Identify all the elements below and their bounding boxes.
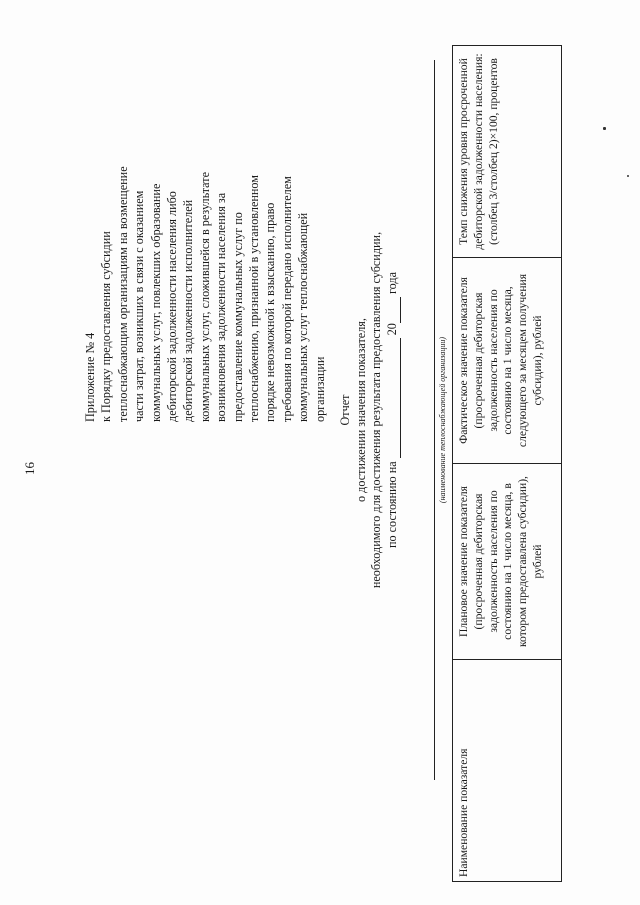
organization-caption: (наименование теплоснабжающей организации)	[438, 336, 447, 504]
indicators-table	[452, 45, 562, 882]
appendix-line: организации	[312, 356, 327, 422]
appendix-line: коммунальных услуг теплоснабжающей	[296, 212, 311, 422]
report-date-line	[385, 90, 402, 730]
appendix-line: порядке невозможной к взысканию, право	[263, 202, 278, 422]
appendix-line: дебиторской задолженности населения либо	[165, 191, 180, 422]
header-actual-value: Фактическое значение показателя (просроченная дебиторская задолженность населения по состоянию на 1 число месяца, следующего за месяцем получения субсидии), рублей	[453, 258, 562, 464]
appendix-line: предоставление коммунальных услуг по	[230, 212, 245, 422]
appendix-line: Приложение № 4	[83, 332, 97, 422]
appendix-line: коммунальных услуг, сложившейся в результате	[197, 171, 212, 422]
appendix-line: коммунальных услуг, повлекших образование	[148, 183, 163, 422]
header-reduction-rate: Темп снижения уровня просроченной дебиторской задолженности населения: (столбец 3/столбец 2)×100, процентов	[453, 46, 562, 258]
report-subtitle-line1: о достижении значения показателя,	[353, 318, 368, 502]
appendix-header	[82, 92, 328, 422]
header-indicator-name: Наименование показателя	[453, 660, 562, 882]
appendix-line: теплоснабжающим организациям на возмещение	[115, 166, 130, 422]
report-subtitle-line2: необходимого для достижения результата предоставления субсидии,	[369, 231, 383, 589]
report-title: Отчет	[338, 394, 352, 426]
header-planned-value: Плановое значение показателя (просроченная дебиторская задолженность населения по состоянию на 1 число месяца, в котором предоставлена субсидии), рублей	[453, 464, 562, 660]
scan-dot	[627, 175, 629, 177]
appendix-line: требования по которой передано исполнителем	[279, 176, 294, 422]
appendix-line: к Порядку предоставления субсидии	[99, 231, 114, 422]
date-suffix: года	[384, 271, 399, 295]
organization-name-line	[434, 60, 435, 780]
date-blank-field	[385, 338, 402, 458]
appendix-line: возникновения задолженности населения за	[214, 192, 229, 422]
scan-dot	[603, 127, 606, 130]
date-century: 20	[384, 323, 399, 336]
appendix-line: части затрат, возникших в связи с оказанием	[132, 190, 147, 422]
appendix-line: дебиторской задолженности исполнителей	[181, 199, 196, 422]
report-heading	[338, 90, 401, 730]
appendix-line: теплоснабжению, признанной в установленном	[247, 175, 262, 422]
date-prefix: по состоянию на	[384, 461, 399, 549]
table-header-row	[453, 46, 562, 882]
rotated-document-content	[20, 30, 620, 890]
page-number: 16	[22, 462, 37, 475]
year-blank-field	[385, 297, 402, 323]
